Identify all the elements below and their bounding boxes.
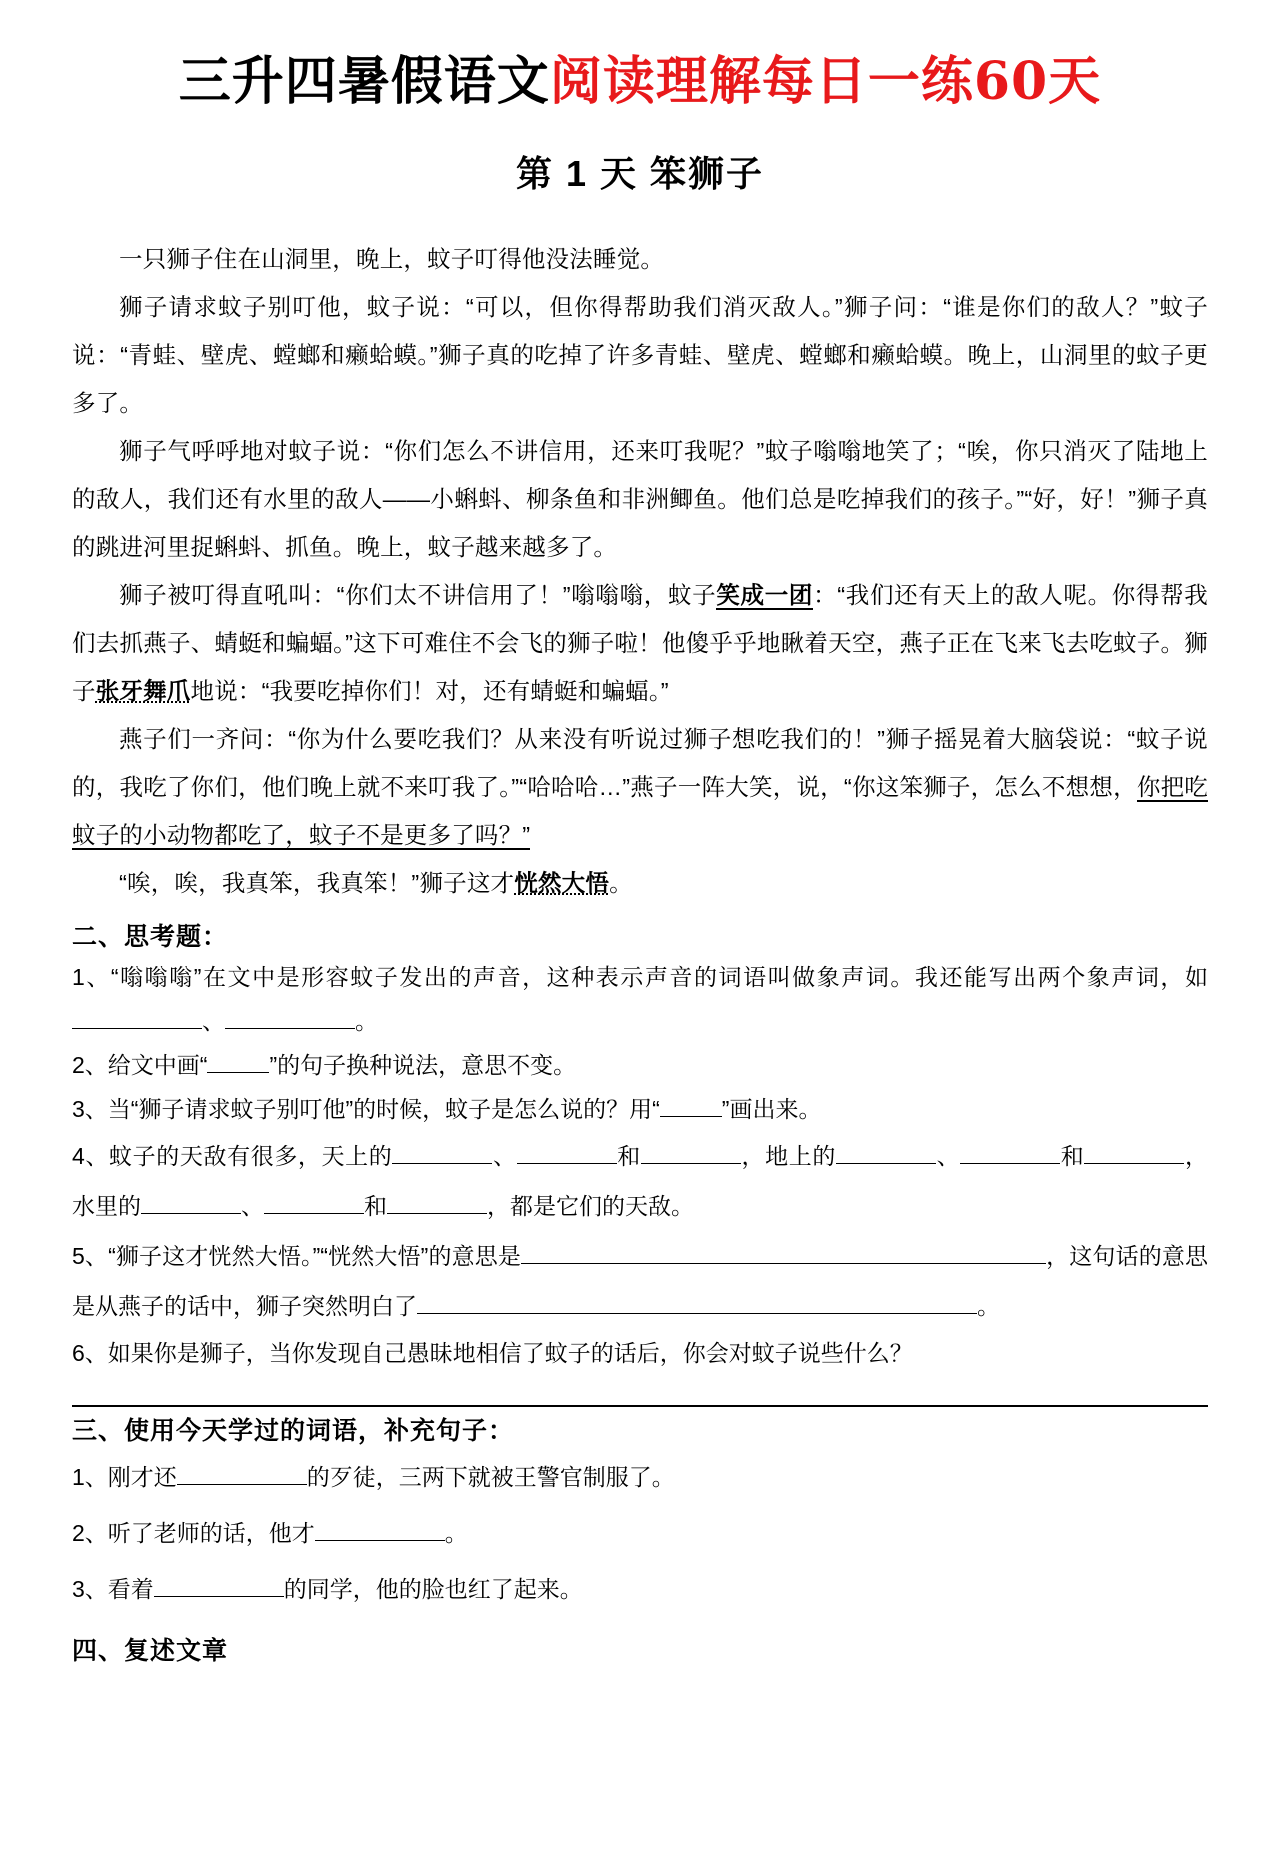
question-4-text-e: 、 bbox=[935, 1142, 961, 1169]
question-5-text-a: 5、“狮子这才恍然大悟。”“恍然大悟”的意思是 bbox=[72, 1242, 522, 1269]
fill-sentence-1-text-b: 的歹徒，三两下就被王警官制服了。 bbox=[306, 1463, 675, 1490]
question-2-text-b: ”的句子换种说法，意思不变。 bbox=[269, 1051, 577, 1078]
question-5-text-b: ，这句话的意思是从燕子的话中，狮子突然明白了 bbox=[72, 1242, 1208, 1319]
section-heading-retell-article: 四、复述文章 bbox=[72, 1636, 229, 1665]
fill-sentence-3 bbox=[72, 1561, 1208, 1617]
question-4-text-f: 和 bbox=[1060, 1142, 1085, 1169]
article-body bbox=[72, 235, 1208, 907]
question-4-text-b: 、 bbox=[492, 1142, 517, 1169]
question-4-text-c: 和 bbox=[616, 1142, 641, 1169]
idiom-huangrandawu: 恍然大悟 bbox=[514, 869, 610, 896]
idiom-zhangyawuzhao: 张牙舞爪 bbox=[95, 677, 191, 704]
question-1-text-a: 1、“嗡嗡嗡”在文中是形容蚊子发出的声音，这种表示声音的词语叫做象声词。我还能写出两个象声词，如 bbox=[72, 963, 1208, 990]
answer-blank[interactable] bbox=[315, 1517, 445, 1541]
paragraph-3: 狮子气呼呼地对蚊子说：“你们怎么不讲信用，还来叮我呢？”蚊子嗡嗡地笑了；“唉，你只消灭了陆地上的敌人，我们还有水里的敌人——小蝌蚪、柳条鱼和非洲鲫鱼。他们总是吃掉我们的孩子。”“好，好！”狮子真的跳进河里捉蝌蚪、抓鱼。晚上，蚊子越来越多了。 bbox=[72, 437, 1208, 560]
answer-blank[interactable] bbox=[417, 1290, 977, 1314]
paragraph-5-text-a: 燕子们一齐问：“你为什么要吃我们？从来没有听说过狮子想吃我们的！”狮子摇晃着大脑袋说：“蚊子说的，我吃了你们，他们晚上就不来叮我了。”“哈哈哈…”燕子一阵大笑，说，“你这笨狮子，怎么不想想， bbox=[72, 725, 1208, 800]
question-2 bbox=[72, 1043, 1208, 1087]
fill-sentence-1-text-a: 1、刚才还 bbox=[72, 1463, 177, 1490]
fill-sentence-2 bbox=[72, 1505, 1208, 1561]
question-4-text-g: ，水里的 bbox=[72, 1142, 1209, 1219]
answer-blank[interactable] bbox=[521, 1240, 1046, 1264]
question-5-text-c: 。 bbox=[977, 1292, 1000, 1319]
question-4-text-a: 4、蚊子的天敌有很多，天上的 bbox=[72, 1142, 393, 1169]
answer-blank[interactable] bbox=[836, 1140, 936, 1164]
question-1-text-b: 、 bbox=[202, 1007, 225, 1034]
question-1 bbox=[72, 955, 1208, 1043]
answer-blank[interactable] bbox=[641, 1140, 741, 1164]
paragraph-6-text-b: 。 bbox=[609, 869, 633, 896]
answer-blank[interactable] bbox=[517, 1140, 617, 1164]
lesson-subtitle: 第 1 天 笨狮子 bbox=[515, 152, 765, 194]
fill-sentence-3-text-a: 3、看着 bbox=[72, 1575, 154, 1602]
fill-sentence-1 bbox=[72, 1449, 1208, 1505]
page-title bbox=[0, 52, 1280, 112]
paragraph-4-text-a: 狮子被叮得直吼叫：“你们太不讲信用了！”嗡嗡嗡，蚊子 bbox=[119, 581, 717, 608]
question-4-text-i: 和 bbox=[364, 1192, 387, 1219]
worksheet-page bbox=[0, 52, 1280, 1861]
question-2-text-a: 2、给文中画“ bbox=[72, 1051, 208, 1078]
thinking-questions-list bbox=[72, 955, 1208, 1375]
sentence-completion-list bbox=[72, 1449, 1208, 1617]
paragraph-1: 一只狮子住在山洞里，晚上，蚊子叮得他没法睡觉。 bbox=[119, 245, 665, 272]
section-heading-thinking-questions: 二、思考题： bbox=[72, 922, 229, 951]
question-5 bbox=[72, 1231, 1208, 1331]
paragraph-4-text-b: ：“我们还有天上的敌人呢。你得帮我们去抓燕子、蜻蜓和蝙蝠。”这下可难住不会飞的狮子啦！他傻乎乎地瞅着天空，燕子正在飞来飞去吃蚊子。狮子 bbox=[72, 581, 1208, 704]
title-black-segment: 三升四暑假语文 bbox=[178, 51, 550, 112]
answer-blank[interactable] bbox=[225, 1005, 355, 1029]
paragraph-4-text-c: 地说：“我要吃掉你们！对，还有蜻蜓和蝙蝠。” bbox=[190, 677, 669, 704]
question-4-text-j: ，都是它们的天敌。 bbox=[487, 1192, 694, 1219]
question-4-text-h: 、 bbox=[241, 1192, 264, 1219]
title-red-segment: 阅读理解每日一练60天 bbox=[549, 51, 1102, 112]
answer-blank[interactable] bbox=[660, 1093, 722, 1117]
question-3-text-b: ”画出来。 bbox=[721, 1095, 822, 1122]
answer-blank[interactable] bbox=[177, 1461, 307, 1485]
answer-blank[interactable] bbox=[387, 1190, 487, 1214]
answer-blank[interactable] bbox=[1084, 1140, 1184, 1164]
question-6: 6、如果你是狮子，当你发现自己愚昧地相信了蚊子的话后，你会对蚊子说些什么？ bbox=[72, 1339, 913, 1366]
question-4 bbox=[72, 1131, 1208, 1231]
paragraph-6 bbox=[72, 859, 1208, 907]
underlined-sentence: 你把吃蚊子的小动物都吃了，蚊子不是更多了吗？” bbox=[72, 773, 1209, 848]
paragraph-4 bbox=[72, 571, 1208, 715]
question-1-text-c: 。 bbox=[355, 1007, 378, 1034]
section-heading-use-words: 三、使用今天学过的词语，补充句子： bbox=[72, 1416, 515, 1445]
answer-blank[interactable] bbox=[72, 1005, 202, 1029]
question-4-text-d: ，地上的 bbox=[740, 1142, 836, 1169]
fill-sentence-2-text-a: 2、听了老师的话，他才 bbox=[72, 1519, 315, 1546]
question-6-answer-rule[interactable] bbox=[72, 1405, 1208, 1407]
question-3-text-a: 3、当“狮子请求蚊子别叮他”的时候，蚊子是怎么说的？用“ bbox=[72, 1095, 660, 1122]
fill-sentence-2-text-b: 。 bbox=[444, 1519, 468, 1546]
paragraph-6-text-a: “唉，唉，我真笨，我真笨！”狮子这才 bbox=[119, 869, 515, 896]
answer-blank[interactable] bbox=[141, 1190, 241, 1214]
answer-blank[interactable] bbox=[207, 1049, 269, 1073]
question-3 bbox=[72, 1087, 1208, 1131]
answer-blank[interactable] bbox=[960, 1140, 1060, 1164]
paragraph-5 bbox=[72, 715, 1208, 859]
answer-blank[interactable] bbox=[264, 1190, 364, 1214]
idiom-xiaochengyituan: 笑成一团 bbox=[716, 581, 814, 608]
answer-blank[interactable] bbox=[154, 1573, 284, 1597]
paragraph-2: 狮子请求蚊子别叮他，蚊子说：“可以，但你得帮助我们消灭敌人。”狮子问：“谁是你们的敌人？”蚊子说：“青蛙、壁虎、螳螂和癞蛤蟆。”狮子真的吃掉了许多青蛙、壁虎、螳螂和癞蛤蟆。晚上，山洞里的蚊子更多了。 bbox=[72, 293, 1208, 416]
answer-blank[interactable] bbox=[392, 1140, 492, 1164]
fill-sentence-3-text-b: 的同学，他的脸也红了起来。 bbox=[283, 1575, 583, 1602]
